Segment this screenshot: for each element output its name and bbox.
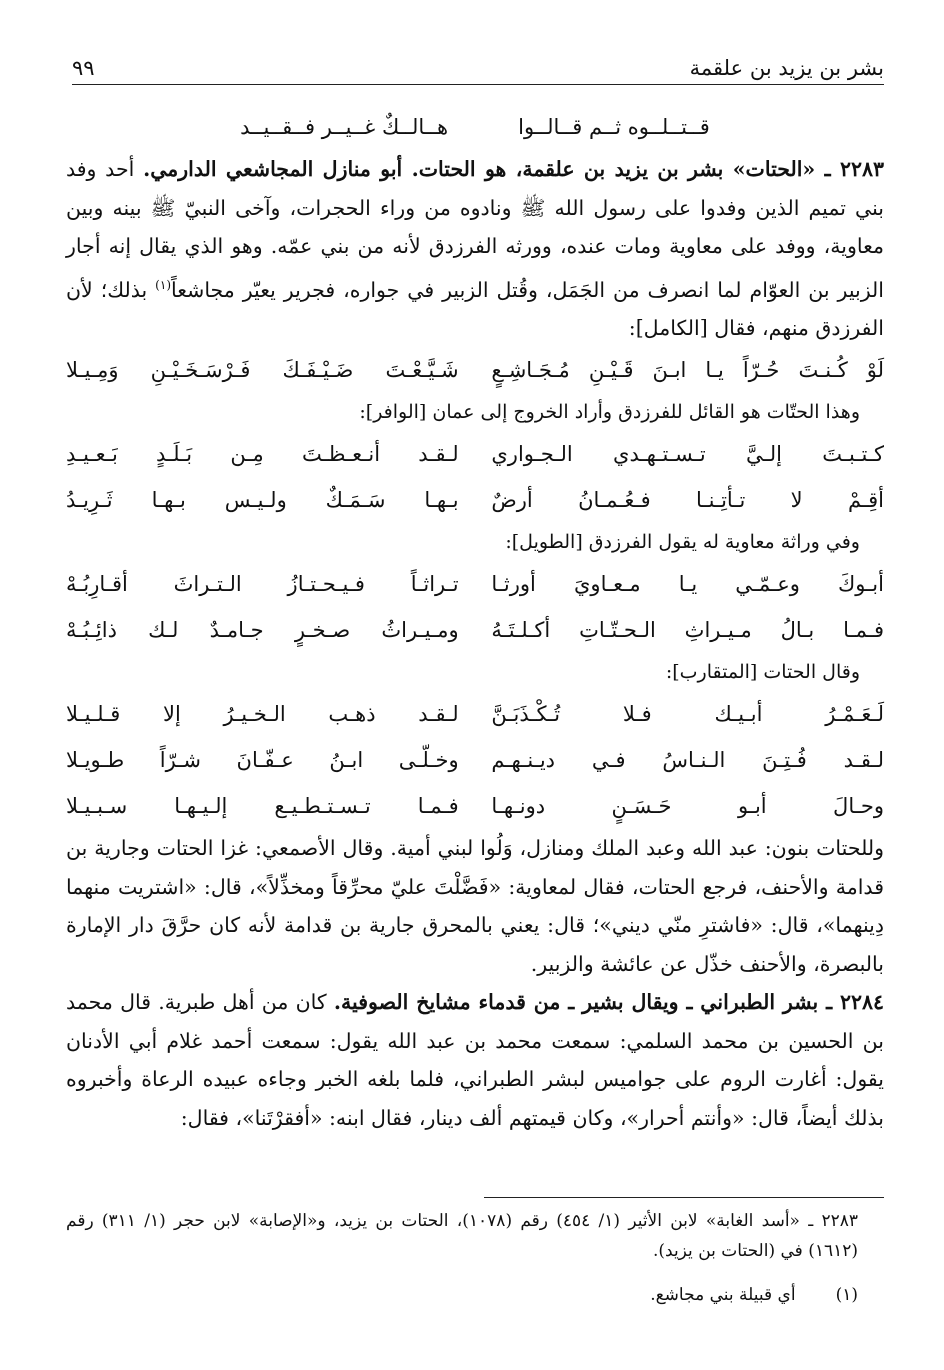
verse-first-hemistich: لَوْ كُـنـتَ حُـرّاً يـا ابـنَ قَـيْـنِ مُـجَـاشِـعٍ	[491, 358, 884, 383]
entry-2283-continued: وللحتات بنون: عبد الله وعبد الملك ومنازل، وَلُوا لبني أمية. وقال الأصمعي: غزا الحتات وجارية بن قدامة والأحنف، فرجع الحتات، فقال لمعاوية: «فَضَّلْتَ عليّ محرِّقاً ومخذِّلاً»، قال: «اشتريت منهما دِينهما»، قال: «فاشترِ منّي ديني»؛ قال: يعني بالمحرق جارية بن قدامة لأنه كان حرَّقَ دار الإمارة بالبصرة، والأحنف خذّل عن عائشة والزبير.	[66, 836, 884, 976]
verse-second-hemistich: هــالــكٌ غــيــر فــقــيــد	[240, 115, 449, 139]
verse-second-hemistich: بـهـا سَـمَـكٌ ولـيـس بـهـا ثَـرِيـدُ	[66, 488, 459, 513]
main-text	[66, 104, 884, 1137]
verse-line	[66, 737, 884, 783]
page-number: ٩٩	[72, 56, 95, 80]
verse-intro: وهذا الحتّات هو القائل للفرزدق وأراد الخروج إلى عمان [الوافر]:	[359, 401, 860, 424]
verse-intro: وقال الحتات [المتقارب]:	[665, 661, 860, 684]
entry-2284-text: كان من أهل طبرية. قال محمد بن الحسين بن محمد السلمي: سمعت محمد بن عبد الله يقول: سمعت أحمد غلام أبي الأدنان يقول: أغارت الروم على جواميس لبشر الطبراني، فلما بلغه الخبر وجاءه عبيده الرعاة وأخبروه بذلك أيضاً، قال: «وأنتم أحرار»، وكان قيمتهم ألف دينار، فقال ابنه: «أفقرْتَنا»، فقال:	[66, 990, 884, 1130]
verse-intro: وفي وراثة معاوية له يقول الفرزدق [الطويل]:	[505, 531, 860, 554]
footnote-number: (١)	[835, 1285, 858, 1305]
verse-second-hemistich: لـقـد ذهـب الـخـيـرُ إلا قـلـيـلا	[66, 702, 459, 727]
verse-first-hemistich: لـقـد فُـتِـنَ الـنـاسُ فـي ديـنـهـم	[491, 748, 884, 773]
entry-2284	[66, 983, 884, 1137]
verse-first-hemistich: فـمـا بـالُ مـيـراثِ الـحـتّـاتِ أكـلـتَـهُ	[491, 618, 884, 643]
footnote-ref[interactable]: (١)	[155, 277, 171, 292]
footnote-text: أي قبيلة بني مجاشع.	[650, 1285, 796, 1305]
verse-second-hemistich: ومـيـراثُ صـخـرٍ جـامـدٌ لـك ذائِـبُـهْ	[66, 618, 459, 643]
verse-line	[66, 607, 884, 653]
verse-first-hemistich: وحـالَ أبـو حَـسَـنٍ دونـهـا	[491, 794, 884, 819]
verse-line	[66, 347, 884, 393]
verse-line	[66, 104, 884, 150]
entry-2284-title: ٢٢٨٤ ـ بشر الطبراني ـ ويقال بشير ـ من قدماء مشايخ الصوفية.	[333, 990, 884, 1015]
verse-second-hemistich: فـمـا تـسـتـطـيـع إلـيـهـا سـبـيـلا	[66, 794, 459, 819]
verse-first-hemistich: كـتـبـتَ إلـيَّ تـسـتـهـدي الـجـواري	[491, 442, 884, 467]
verse-line	[66, 431, 884, 477]
verse-first-hemistich: قــتــلــوه ثــم قــالــوا	[518, 115, 710, 139]
verse-second-hemistich: تـراثـاً فـيـحـتـازُ الـتـراثَ أقـارِبُـهْ	[66, 572, 459, 597]
source-note: ٢٢٨٣ ـ «أسد الغابة» لابن الأثير (١/ ٤٥٤) رقم (١٠٧٨)، الحتات بن يزيد، و«الإصابة» لابن حجر (١/ ٣١١) رقم (١٦١٢) في (الحتات بن يزيد).	[66, 1211, 858, 1261]
verse-first-hemistich: أقِـمْ لا تـأتِـنـا فـعُـمـانُ أرضٌ	[491, 488, 884, 513]
entry-2283-text-end: بذلك؛ لأن الفرزدق منهم، فقال [الكامل]:	[66, 277, 884, 340]
header-title: بشر بن يزيد بن علقمة	[689, 56, 884, 80]
verse-line	[66, 783, 884, 829]
verse-line	[66, 561, 884, 607]
verse-first-hemistich: أبـوكَ وعـمّـي يـا مـعـاويَ أورثـا	[491, 572, 884, 597]
running-header	[72, 50, 884, 85]
verse-second-hemistich: لـقـد أنـعـظـتَ مِـن بَـلَـدٍ بَـعـيـدِ	[66, 442, 459, 467]
verse-line	[66, 477, 884, 523]
verse-second-hemistich: شَـيَّـعْـتَ ضَـيْـفَـكَ فَـرْسَـخَـيْـنِ وَمِـيـلا	[66, 358, 459, 383]
verse-line	[66, 691, 884, 737]
footnotes	[66, 1206, 884, 1310]
entry-2283-title: ٢٢٨٣ ـ «الحتات» بشر بن يزيد بن علقمة، هو الحتات. أبو منازل المجاشعي الدارمي.	[143, 157, 884, 181]
verse-first-hemistich: لَـعَـمْـرُ أبـيـك فـلا تُـكْـذَبَـنَّ	[491, 702, 884, 727]
verse-second-hemistich: وخـلّـى ابـنُ عـفّـانَ شـرّاً طـويـلا	[66, 748, 459, 773]
footnote-1	[66, 1280, 884, 1310]
footnote-separator	[484, 1197, 884, 1198]
entry-2283-text: أحد وفد بني تميم الذين وفدوا على رسول الله ﷺ ونادوه من وراء الحجرات، وآخى النبيّ ﷺ بينه وبين معاوية، ووفد على معاوية ومات عنده، وورثه الفرزدق لأنه من بني عمّه. وهو الذي يقال إنه أجار الزبير بن العوّام لما انصرف من الجَمَل، وقُتل الزبير في جواره، فجرير يعيّر مجاشعاً	[66, 157, 884, 302]
entry-2283	[66, 150, 884, 347]
